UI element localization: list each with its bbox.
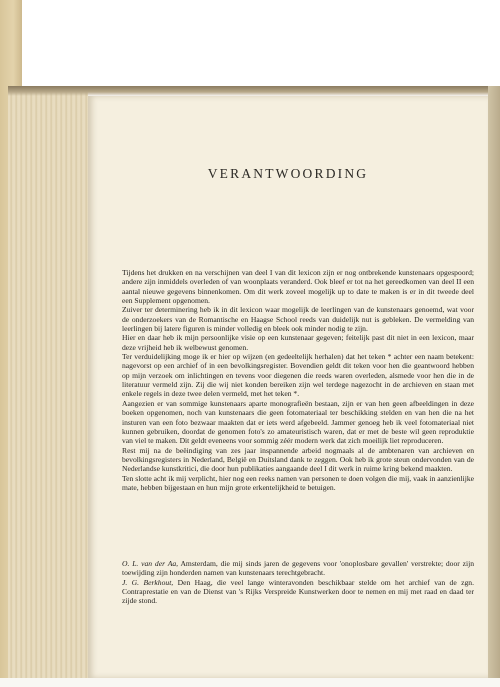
- page-top-shadow: [8, 86, 492, 96]
- acknowledgement-text: Amsterdam, die mij sinds jaren de gegevens voor 'onoplosbare gevallen' verstrekte; door zijn toewijding zijn honderden namen van kunstenaars terechtgebracht.: [122, 559, 474, 578]
- paragraph: Ter verduidelijking moge ik er hier op wijzen (en gedeeltelijk herhalen) dat het teken * achter een naam betekent: nagevorst op een archief of in een bevolkingsregister. Bovendien geldt dit teken voor hen die geantwoord hebben op mijn verzoek om inlichtingen en tevens voor diegenen die reeds waren overleden, alsmede voor hen die in de literatuur vermeld zijn. Zij die wij niet konden bereiken zijn wel terdege nagezocht in de archieven en staan met enkele regels in deze twee delen vermeld, met het teken *.: [122, 352, 474, 399]
- paragraph: Zuiver ter determinering heb ik in dit lexicon waar mogelijk de leerlingen van de kunstenaars genoemd, wat voor de onderzoekers van de Romantische en Haagse School reeds van duidelijk nut is gebleken. De vermelding van leerlingen bij latere figuren is minder volledig en bleek ook minder nodig te zijn.: [122, 305, 474, 334]
- scanner-margin-bottom: [0, 678, 500, 687]
- body-text: [122, 268, 474, 492]
- paragraph: Tijdens het drukken en na verschijnen van deel I van dit lexicon zijn er nog ontbrekende kunstenaars opgespoord; andere zijn inmiddels overleden of van woonplaats veranderd. Ook bleef er tot na het gereedkomen van deel II een aantal nieuwe gegevens binnenkomen. Om dit werk zoveel mogelijk up to date te maken is er in dit tweede deel een Supplement opgenomen.: [122, 268, 474, 306]
- scanner-margin-top: [0, 0, 500, 92]
- page-stack-edges: [8, 92, 88, 678]
- paragraph: Aangezien er van sommige kunstenaars aparte monografieën bestaan, zijn er van hen geen afbeeldingen in deze boeken opgenomen, noch van kunstenaars die geen fotomateriaal ter beschikking stelden en van hen die na het insturen van een foto bezwaar maakten dat er iets werd afgebeeld. Jammer genoeg heb ik veel fotomateriaal niet kunnen gebruiken, doordat de genomen foto's zo amateuristisch waren, dat er met de beste wil geen reproduktie van viel te maken. Dit geldt eveneens voor sommig zéér modern werk dat zich moeilijk liet reproduceren.: [122, 398, 474, 446]
- acknowledgement-entry: [122, 559, 474, 578]
- acknowledged-person: O. L. van der Aa,: [122, 559, 179, 568]
- acknowledgements: [122, 559, 474, 606]
- paragraph: Hier en daar heb ik mijn persoonlijke visie op een kunstenaar gegeven; feitelijk past dit niet in een lexicon, maar deze vrijheid heb ik welbewust genomen.: [122, 333, 474, 352]
- acknowledgement-entry: [122, 578, 474, 606]
- acknowledgement-text: Den Haag, die veel lange winteravonden beschikbaar stelde om het archief van de zgn. Contraprestatie en van de Dienst van 's Rijks Verspreide Kunstwerken door te nemen en mij met raad en daad ter zijde stond.: [122, 577, 474, 606]
- paragraph: Rest mij na de beëindiging van zes jaar inspannende arbeid nogmaals al de ambtenaren van archieven en bevolkingsregisters in Nederland, België en Duitsland dank te zeggen. Ook heb ik grote steun ondervonden van de Nederlandse kunstkritici, die door hun publikaties aangaande deel I dit werk in ruime kring bekend maakten.: [122, 445, 474, 474]
- page-right-edge: [488, 86, 500, 678]
- paragraph: Ten slotte acht ik mij verplicht, hier nog een reeks namen van personen te doen volgen die mij, vaak in aanzienlijke mate, hebben bijgestaan en hun mijn grote erkentelijkheid te betuigen.: [122, 473, 474, 492]
- page-heading: VERANTWOORDING: [207, 166, 369, 181]
- acknowledged-person: J. G. Berkhout,: [122, 577, 174, 587]
- book-page: [88, 96, 488, 678]
